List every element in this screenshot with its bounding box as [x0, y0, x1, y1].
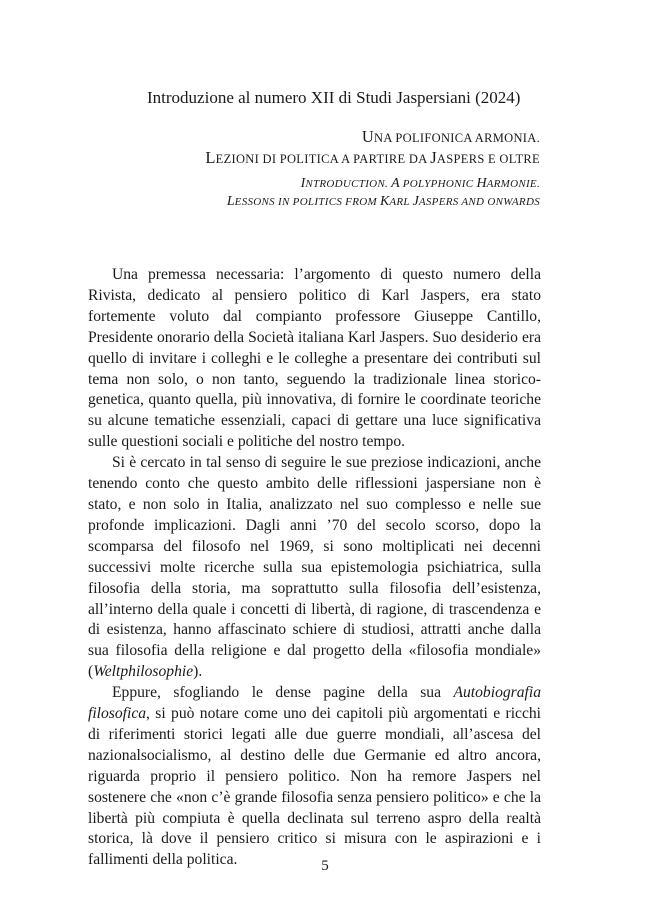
title-line-2: [205, 148, 540, 168]
title-line-1-text: NA POLIFONICA ARMONIA.: [374, 131, 540, 145]
paragraph-1: Una premessa necessaria: l’argomento di questo numero della Rivista, dedicato al pensiero politico di Karl Jaspers, era stato fortemente voluto dal compianto professore Giuseppe Cantillo, Presidente onorario della Società italiana Karl Jaspers. Suo desiderio era quello di invitare i colleghi e le colleghe a presentare dei contributi sul tema non solo, o non tanto, seguendo la tradizionale linea storico-genetica, quanto quella, più innovativa, di fornire le coordinate teoriche su alcune tematiche essenziali, capaci di gettare una luce significativa sulle questioni sociali e politiche del nostro tempo.: [88, 266, 541, 451]
title-line-2-initial: L: [205, 148, 216, 167]
title-line-2-text-b: ASPERS E OLTRE: [436, 152, 540, 166]
subtitle-line-1: [301, 176, 540, 192]
paragraph-3: [88, 683, 541, 871]
paragraph-3-italic: Autobiografia filosofica: [88, 684, 541, 723]
paragraph-2-text-b: ).: [193, 663, 203, 681]
subtitle-line-2: [227, 194, 540, 210]
paragraph-2: [88, 453, 541, 683]
subtitle-line-2-initial: L: [226, 194, 235, 209]
subtitle-line-1-text-c: ARMONIE.: [486, 178, 540, 190]
subtitle-line-2-text-a: ESSONS IN POLITICS FROM: [234, 196, 380, 208]
paragraph-2-italic: Weltphilosophie: [93, 663, 194, 681]
page-number: 5: [321, 858, 329, 874]
paragraph-3-text-a: Eppure, sfogliando le dense pagine della sua: [112, 684, 454, 702]
subtitle-line-1-text-b: POLYPHONIC: [399, 178, 477, 190]
body-text: [88, 265, 541, 871]
title-line-1-initial: U: [361, 127, 374, 146]
paragraph-2-text-a: Si è cercato in tal senso di seguire le sue preziose indicazioni, anche tenendo conto che questo ambito delle riflessioni jaspersiane non è stato, e non solo in Italia, analizzato nel suo complesso e nelle sue profonde implicazioni. Dagli anni ’70 del secolo scorso, dopo la scomparsa del filosofo nel 1969, si sono moltiplicati nei decenni successivi molte ricerche sulla sua epistemologia psichiatrica, sulla filosofia della storia, ma soprattutto sulla filosofia dell’esistenza, all’interno della quale i concetti di libertà, di ragione, di trascendenza e di esistenza, hanno affascinato schiere di studiosi, attratti anche dalla sua filosofia della religione e dal progetto della «filosofia mondiale» (: [88, 454, 541, 681]
subtitle-line-2-text-b: ARL: [389, 196, 413, 208]
intro-heading: Introduzione al numero XII di Studi Jaspersiani (2024): [147, 88, 521, 107]
subtitle-line-1-initial-2: A: [391, 176, 400, 191]
subtitle-line-2-initial-2: K: [379, 194, 390, 209]
subtitle-line-1-initial: I: [300, 176, 306, 191]
subtitle-line-1-initial-3: H: [476, 176, 487, 191]
paragraph-3-text-b: , si può notare come uno dei capitoli più argomentati e ricchi di riferimenti storici legati alle due guerre mondiali, all’ascesa del nazionalsocialismo, al destino delle due Germanie ed altro ancora, riguarda proprio il pensiero politico. Non ha remore Jaspers nel sostenere che «non c’è grande filosofia senza pensiero politico» e che la libertà più compiuta è quella declinata sul terreno aspro della realtà storica, là dove il pensiero critico si misura con le aspirazioni e i fallimenti della politica.: [88, 705, 541, 869]
title-line-2-initial-2: J: [430, 148, 437, 167]
title-line-1: [362, 127, 540, 147]
subtitle-line-2-initial-3: J: [412, 194, 419, 209]
subtitle-line-1-text-a: NTRODUCTION.: [305, 178, 392, 190]
subtitle-line-2-text-c: ASPERS AND ONWARDS: [418, 196, 540, 208]
title-line-2-text-a: EZIONI DI POLITICA A PARTIRE DA: [215, 152, 431, 166]
